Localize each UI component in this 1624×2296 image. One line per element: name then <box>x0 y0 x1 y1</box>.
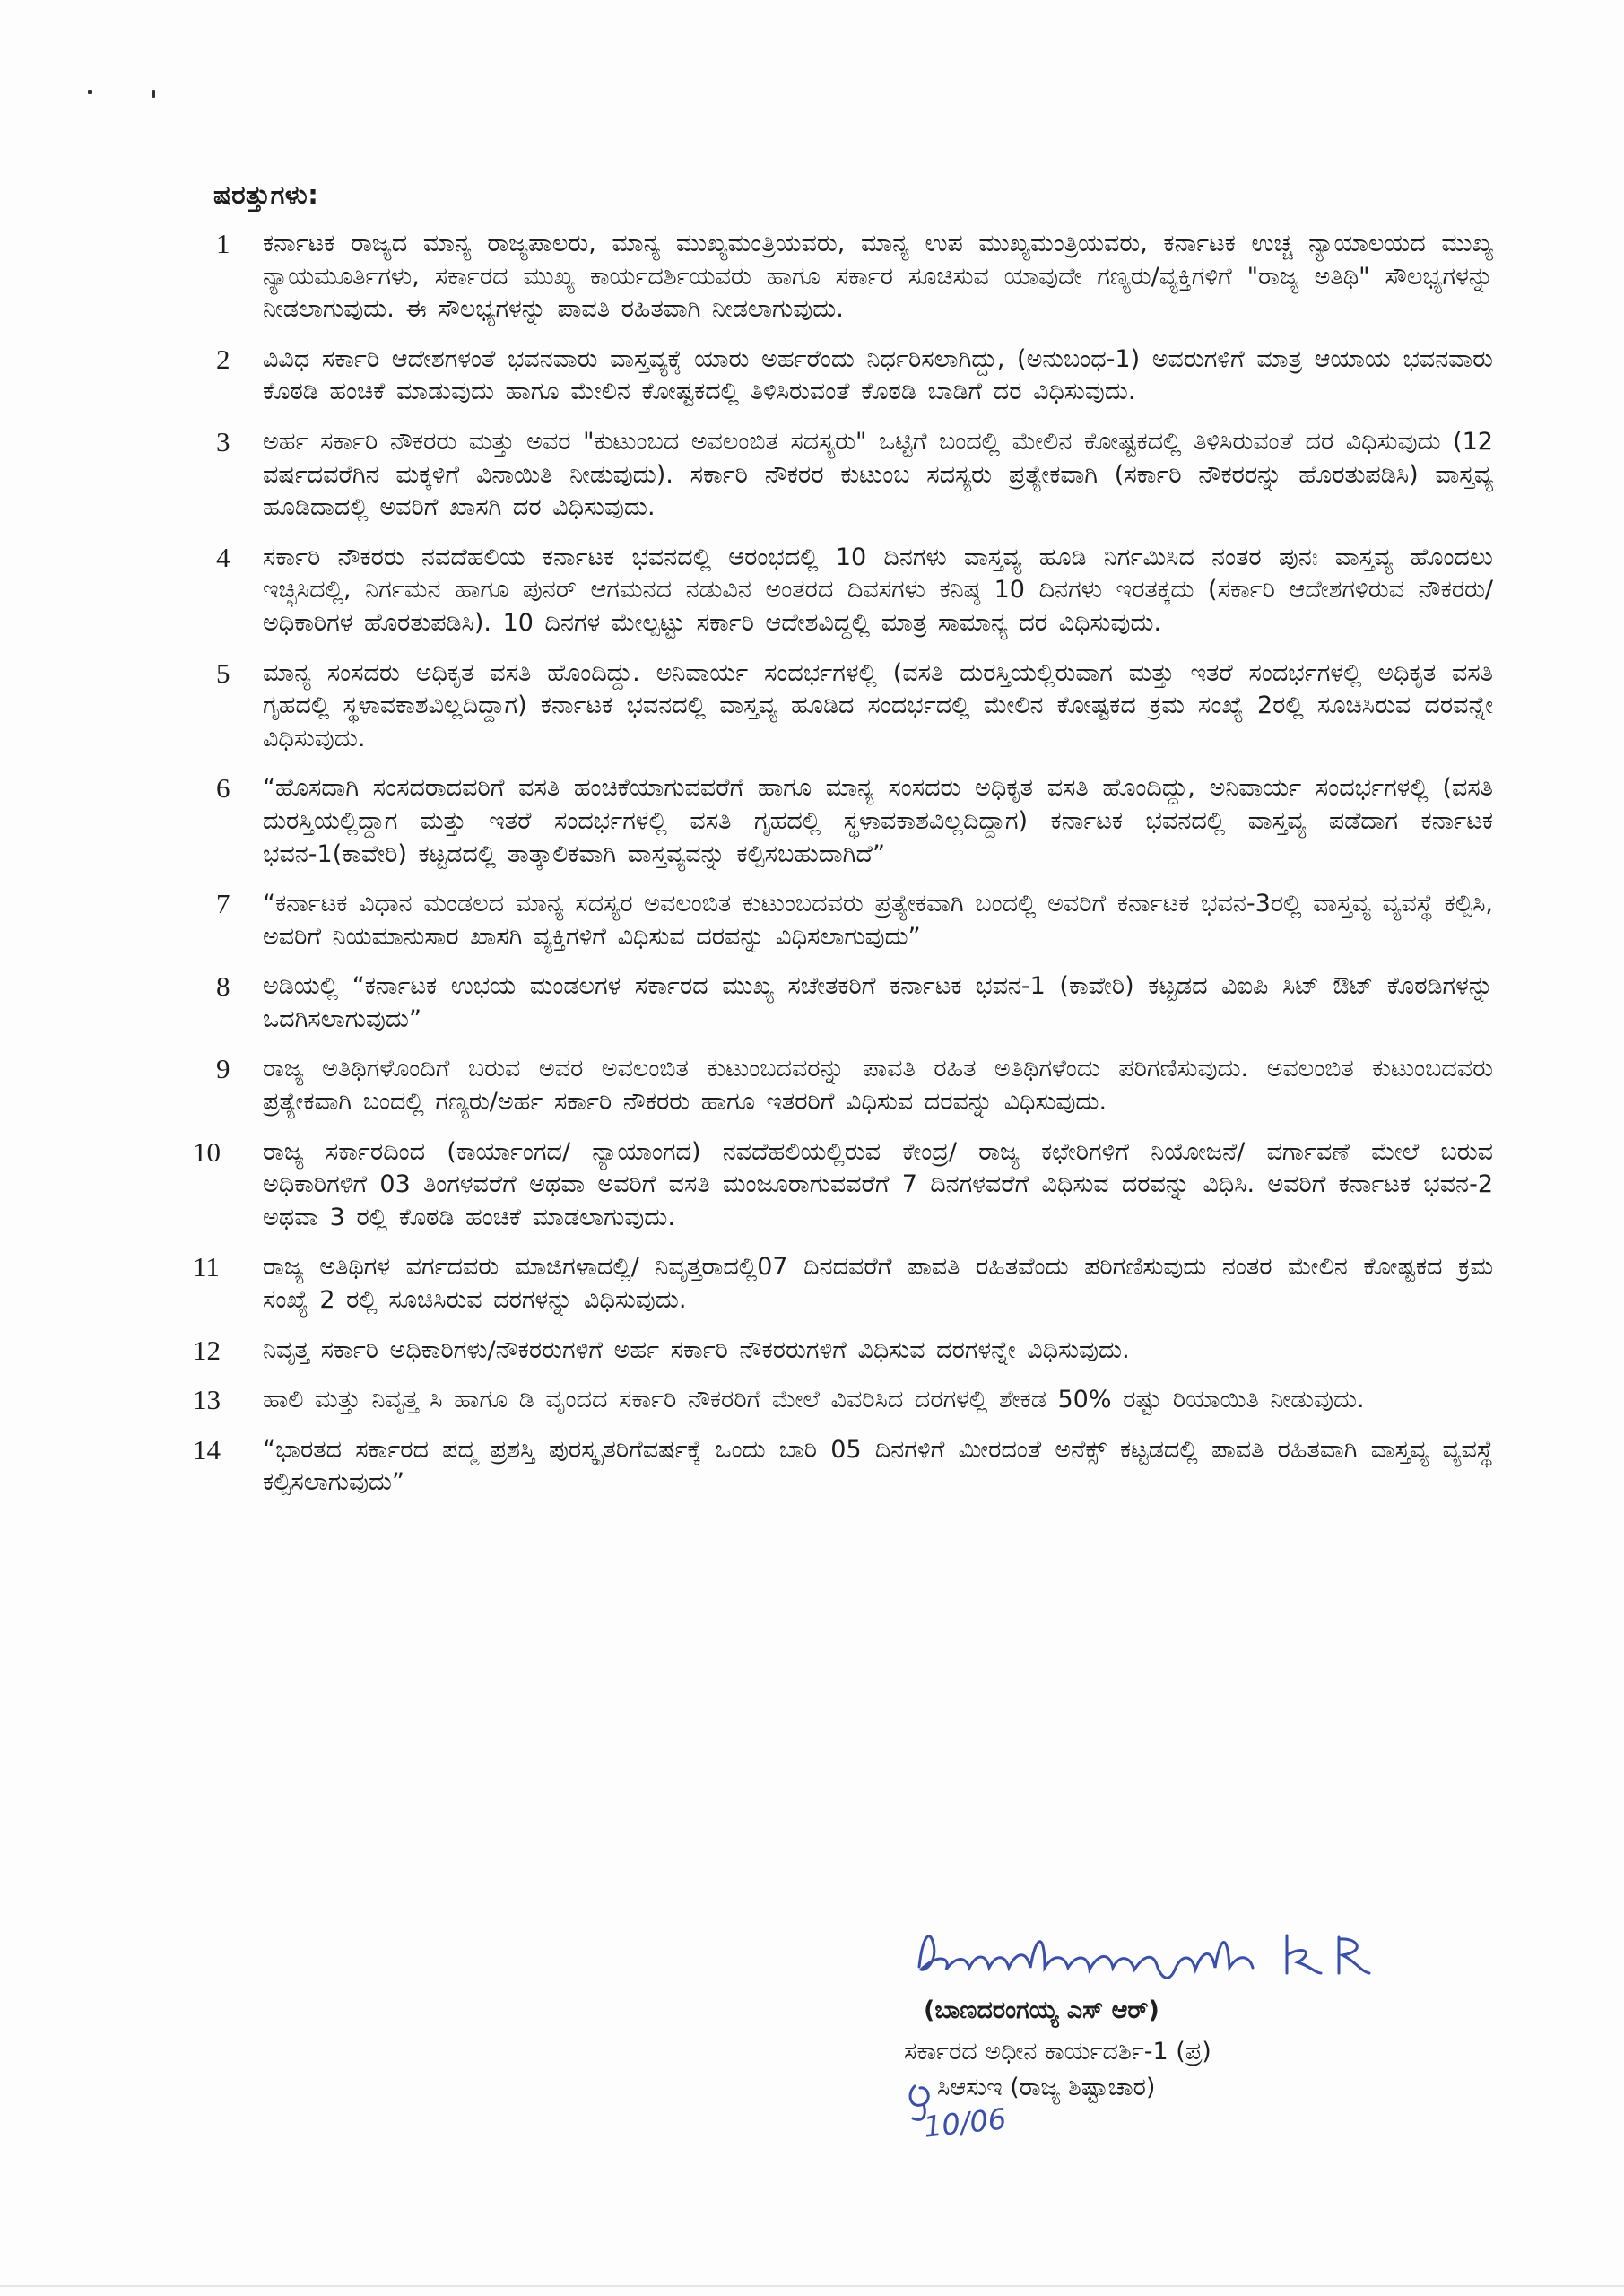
page-bottom-edge <box>0 2285 1624 2287</box>
condition-text: ಕರ್ನಾಟಕ ರಾಜ್ಯದ ಮಾನ್ಯ ರಾಜ್ಯಪಾಲರು, ಮಾನ್ಯ ಮುಖ್ಯಮಂತ್ರಿಯವರು, ಮಾನ್ಯ ಉಪ ಮುಖ್ಯಮಂತ್ರಿಯವರು, ಕರ್ನಾಟಕ ಉಚ್ಚ ನ್ಯಾಯಾಲಯದ ಮುಖ್ಯ ನ್ಯಾಯಮೂರ್ತಿಗಳು, ಸರ್ಕಾರದ ಮುಖ್ಯ ಕಾರ್ಯದರ್ಶಿಯವರು ಹಾಗೂ ಸರ್ಕಾರ ಸೂಚಿಸುವ ಯಾವುದೇ ಗಣ್ಯರು/ವ್ಯಕ್ತಿಗಳಿಗೆ "ರಾಜ್ಯ ಅತಿಥಿ" ಸೌಲಭ್ಯಗಳನ್ನು ನೀಡಲಾಗುವುದು. ಈ ಸೌಲಭ್ಯಗಳನ್ನು ಪಾವತಿ ರಹಿತವಾಗಿ ನೀಡಲಾಗುವುದು. <box>263 230 1493 324</box>
condition-item <box>193 1053 1493 1118</box>
condition-number: 4 <box>216 541 230 573</box>
condition-item <box>193 1251 1493 1317</box>
condition-item <box>193 888 1493 953</box>
condition-text: ಮಾನ್ಯ ಸಂಸದರು ಅಧಿಕೃತ ವಸತಿ ಹೊಂದಿದ್ದು. ಅನಿವಾರ್ಯ ಸಂದರ್ಭಗಳಲ್ಲಿ (ವಸತಿ ದುರಸ್ತಿಯಲ್ಲಿರುವಾಗ ಮತ್ತು ಇತರೆ ಸಂದರ್ಭಗಳಲ್ಲಿ ಅಧಿಕೃತ ವಸತಿ ಗೃಹದಲ್ಲಿ ಸ್ಥಳಾವಕಾಶವಿಲ್ಲದಿದ್ದಾಗ) ಕರ್ನಾಟಕ ಭವನದಲ್ಲಿ ವಾಸ್ತವ್ಯ ಹೂಡಿದ ಸಂದರ್ಭದಲ್ಲಿ ಮೇಲಿನ ಕೋಷ್ಟಕದ ಕ್ರಮ ಸಂಖ್ಯೆ 2ರಲ್ಲಿ ಸೂಚಿಸಿರುವ ದರವನ್ನೇ ವಿಧಿಸುವುದು. <box>263 658 1493 752</box>
conditions-heading: ಷರತ್ತುಗಳು: <box>213 179 319 210</box>
condition-item <box>193 542 1493 640</box>
signature-stroke <box>919 1936 1253 1979</box>
conditions-list <box>193 228 1493 1517</box>
condition-number: 11 <box>193 1251 220 1283</box>
signature-stroke <box>1287 1935 1369 1973</box>
condition-number: 5 <box>216 657 230 689</box>
condition-number: 3 <box>216 425 230 457</box>
condition-number: 12 <box>193 1334 221 1366</box>
condition-text: “ಭಾರತದ ಸರ್ಕಾರದ ಪದ್ಮ ಪ್ರಶಸ್ತಿ ಪುರಸ್ಕೃತರಿಗೆವರ್ಷಕ್ಕೆ ಒಂದು ಬಾರಿ 05 ದಿನಗಳಿಗೆ ಮೀರದಂತೆ ಅನೆಕ್ಸ್ ಕಟ್ಟಡದಲ್ಲಿ ಪಾವತಿ ರಹಿತವಾಗಿ ವಾಸ್ತವ್ಯ ವ್ಯವಸ್ಥೆ ಕಲ್ಪಿಸಲಾಗುವುದು” <box>263 1435 1493 1497</box>
condition-item <box>193 970 1493 1036</box>
signatory-designation: ಸರ್ಕಾರದ ಅಧೀನ ಕಾರ್ಯದರ್ಶಿ-1 (ಪ್ರ) <box>904 2038 1211 2066</box>
condition-item <box>193 772 1493 871</box>
condition-number: 9 <box>216 1053 230 1085</box>
condition-text: ಅಡಿಯಲ್ಲಿ “ಕರ್ನಾಟಕ ಉಭಯ ಮಂಡಲಗಳ ಸರ್ಕಾರದ ಮುಖ್ಯ ಸಚೇತಕರಿಗೆ ಕರ್ನಾಟಕ ಭವನ-1 (ಕಾವೇರಿ) ಕಟ್ಟಡದ ವಿಐಪಿ ಸಿಟ್ ಔಟ್ ಕೊಠಡಿಗಳನ್ನು ಒದಗಿಸಲಾಗುವುದು” <box>263 972 1493 1033</box>
condition-item <box>193 228 1493 326</box>
scan-mark <box>88 90 92 94</box>
condition-text: “ಹೊಸದಾಗಿ ಸಂಸದರಾದವರಿಗೆ ವಸತಿ ಹಂಚಿಕೆಯಾಗುವವರೆಗೆ ಹಾಗೂ ಮಾನ್ಯ ಸಂಸದರು ಅಧಿಕೃತ ವಸತಿ ಹೊಂದಿದ್ದು, ಅನಿವಾರ್ಯ ಸಂದರ್ಭಗಳಲ್ಲಿ (ವಸತಿ ದುರಸ್ತಿಯಲ್ಲಿದ್ದಾಗ ಮತ್ತು ಇತರೆ ಸಂದರ್ಭಗಳಲ್ಲಿ ವಸತಿ ಗೃಹದಲ್ಲಿ ಸ್ಥಳಾವಕಾಶವಿಲ್ಲದಿದ್ದಾಗ) ಕರ್ನಾಟಕ ಭವನದಲ್ಲಿ ವಾಸ್ತವ್ಯ ಪಡೆದಾಗ ಕರ್ನಾಟಕ ಭವನ-1(ಕಾವೇರಿ) ಕಟ್ಟಡದಲ್ಲಿ ತಾತ್ಕಾಲಿಕವಾಗಿ ವಾಸ್ತವ್ಯವನ್ನು ಕಲ್ಪಿಸಬಹುದಾಗಿದೆ” <box>263 774 1493 868</box>
condition-text: ಹಾಲಿ ಮತ್ತು ನಿವೃತ್ತ ಸಿ ಹಾಗೂ ಡಿ ವೃಂದದ ಸರ್ಕಾರಿ ನೌಕರರಿಗೆ ಮೇಲೆ ವಿವರಿಸಿದ ದರಗಳಲ್ಲಿ ಶೇಕಡ 50% ರಷ್ಟು ರಿಯಾಯಿತಿ ನೀಡುವುದು. <box>263 1386 1365 1414</box>
condition-text: ನಿವೃತ್ತ ಸರ್ಕಾರಿ ಅಧಿಕಾರಿಗಳು/ನೌಕರರುಗಳಿಗೆ ಅರ್ಹ ಸರ್ಕಾರಿ ನೌಕರರುಗಳಿಗೆ ವಿಧಿಸುವ ದರಗಳನ್ನೇ ವಿಧಿಸುವುದು. <box>263 1335 1130 1364</box>
condition-number: 7 <box>216 888 230 920</box>
condition-number: 14 <box>193 1433 221 1465</box>
signatory-name: (ಬಾಣದರಂಗಯ್ಯ ಎಸ್ ಆರ್) <box>924 1996 1159 2024</box>
condition-text: “ಕರ್ನಾಟಕ ವಿಧಾನ ಮಂಡಲದ ಮಾನ್ಯ ಸದಸ್ಯರ ಅವಲಂಬಿತ ಕುಟುಂಬದವರು ಪ್ರತ್ಯೇಕವಾಗಿ ಬಂದಲ್ಲಿ ಅವರಿಗೆ ಕರ್ನಾಟಕ ಭವನ-3ರಲ್ಲಿ ವಾಸ್ತವ್ಯ ವ್ಯವಸ್ಥೆ ಕಲ್ಪಿಸಿ, ಅವರಿಗೆ ನಿಯಮಾನುಸಾರ ಖಾಸಗಿ ವ್ಯಕ್ತಿಗಳಿಗೆ ವಿಧಿಸುವ ದರವನ್ನು ವಿಧಿಸಲಾಗುವುದು” <box>263 890 1493 951</box>
condition-number: 1 <box>216 228 230 259</box>
condition-item <box>193 1384 1493 1417</box>
condition-number: 2 <box>216 343 230 375</box>
condition-text: ಅರ್ಹ ಸರ್ಕಾರಿ ನೌಕರರು ಮತ್ತು ಅವರ "ಕುಟುಂಬದ ಅವಲಂಬಿತ ಸದಸ್ಯರು" ಒಟ್ಟಿಗೆ ಬಂದಲ್ಲಿ ಮೇಲಿನ ಕೋಷ್ಟಕದಲ್ಲಿ ತಿಳಿಸಿರುವಂತೆ ದರ ವಿಧಿಸುವುದು (12 ವರ್ಷದವರೆಗಿನ ಮಕ್ಕಳಿಗೆ ವಿನಾಯಿತಿ ನೀಡುವುದು). ಸರ್ಕಾರಿ ನೌಕರರ ಕುಟುಂಬ ಸದಸ್ಯರು ಪ್ರತ್ಯೇಕವಾಗಿ (ಸರ್ಕಾರಿ ನೌಕರರನ್ನು ಹೊರತುಪಡಿಸಿ) ವಾಸ್ತವ್ಯ ಹೂಡಿದಾದಲ್ಲಿ ಅವರಿಗೆ ಖಾಸಗಿ ದರ ವಿಧಿಸುವುದು. <box>263 427 1493 522</box>
condition-number: 8 <box>216 970 230 1003</box>
handwritten-signature <box>910 1918 1484 1989</box>
signatory-department: ಸಿಆಸುಇ (ರಾಜ್ಯ ಶಿಷ್ಟಾಚಾರ) <box>937 2074 1156 2101</box>
condition-item <box>193 1136 1493 1235</box>
condition-item <box>193 1335 1493 1368</box>
condition-text: ರಾಜ್ಯ ಸರ್ಕಾರದಿಂದ (ಕಾರ್ಯಾಂಗದ/ ನ್ಯಾಯಾಂಗದ) ನವದೆಹಲಿಯಲ್ಲಿರುವ ಕೇಂದ್ರ/ ರಾಜ್ಯ ಕಛೇರಿಗಳಿಗೆ ನಿಯೋಜನೆ/ ವರ್ಗಾವಣೆ ಮೇಲೆ ಬರುವ ಅಧಿಕಾರಿಗಳಿಗೆ 03 ತಿಂಗಳವರೆಗೆ ಅಥವಾ ಅವರಿಗೆ ವಸತಿ ಮಂಜೂರಾಗುವವರೆಗೆ 7 ದಿನಗಳವರೆಗೆ ವಿಧಿಸುವ ದರವನ್ನು ವಿಧಿಸಿ. ಅವರಿಗೆ ಕರ್ನಾಟಕ ಭವನ-2 ಅಥವಾ 3 ರಲ್ಲಿ ಕೊಠಡಿ ಹಂಚಿಕೆ ಮಾಡಲಾಗುವುದು. <box>263 1137 1493 1231</box>
condition-text: ರಾಜ್ಯ ಅತಿಥಿಗಳೊಂದಿಗೆ ಬರುವ ಅವರ ಅವಲಂಬಿತ ಕುಟುಂಬದವರನ್ನು ಪಾವತಿ ರಹಿತ ಅತಿಥಿಗಳೆಂದು ಪರಿಗಣಿಸುವುದು. ಅವಲಂಬಿತ ಕುಟುಂಬದವರು ಪ್ರತ್ಯೇಕವಾಗಿ ಬಂದಲ್ಲಿ ಗಣ್ಯರು/ಅರ್ಹ ಸರ್ಕಾರಿ ನೌಕರರು ಹಾಗೂ ಇತರರಿಗೆ ವಿಧಿಸುವ ದರವನ್ನು ವಿಧಿಸುವುದು. <box>263 1055 1493 1117</box>
condition-text: ವಿವಿಧ ಸರ್ಕಾರಿ ಆದೇಶಗಳಂತೆ ಭವನವಾರು ವಾಸ್ತವ್ಯಕ್ಕೆ ಯಾರು ಅರ್ಹರೆಂದು ನಿರ್ಧರಿಸಲಾಗಿದ್ದು, (ಅನುಬಂಧ-1) ಅವರುಗಳಿಗೆ ಮಾತ್ರ ಆಯಾಯ ಭವನವಾರು ಕೊಠಡಿ ಹಂಚಿಕೆ ಮಾಡುವುದು ಹಾಗೂ ಮೇಲಿನ ಕೋಷ್ಟಕದಲ್ಲಿ ತಿಳಿಸಿರುವಂತೆ ಕೊಠಡಿ ಬಾಡಿಗೆ ದರ ವಿಧಿಸುವುದು. <box>263 344 1493 406</box>
condition-item <box>193 426 1493 525</box>
condition-number: 6 <box>216 772 230 804</box>
condition-text: ರಾಜ್ಯ ಅತಿಥಿಗಳ ವರ್ಗದವರು ಮಾಜಿಗಳಾದಲ್ಲಿ/ ನಿವೃತ್ತರಾದಲ್ಲಿ07 ದಿನದವರೆಗೆ ಪಾವತಿ ರಹಿತವೆಂದು ಪರಿಗಣಿಸುವುದು ನಂತರ ಮೇಲಿನ ಕೋಷ್ಟಕದ ಕ್ರಮ ಸಂಖ್ಯೆ 2 ರಲ್ಲಿ ಸೂಚಿಸಿರುವ ದರಗಳನ್ನು ವಿಧಿಸುವುದು. <box>263 1253 1493 1315</box>
scan-mark <box>152 90 155 98</box>
condition-item <box>193 344 1493 409</box>
condition-text: ಸರ್ಕಾರಿ ನೌಕರರು ನವದೆಹಲಿಯ ಕರ್ನಾಟಕ ಭವನದಲ್ಲಿ ಆರಂಭದಲ್ಲಿ 10 ದಿನಗಳು ವಾಸ್ತವ್ಯ ಹೂಡಿ ನಿರ್ಗಮಿಸಿದ ನಂತರ ಪುನಃ ವಾಸ್ತವ್ಯ ಹೊಂದಲು ಇಚ್ಛಿಸಿದಲ್ಲಿ, ನಿರ್ಗಮನ ಹಾಗೂ ಪುನರ್ ಆಗಮನದ ನಡುವಿನ ಅಂತರದ ದಿವಸಗಳು ಕನಿಷ್ಠ 10 ದಿನಗಳು ಇರತಕ್ಕದು (ಸರ್ಕಾರಿ ಆದೇಶಗಳಿರುವ ನೌಕರರು/ಅಧಿಕಾರಿಗಳ ಹೊರತುಪಡಿಸಿ). 10 ದಿನಗಳ ಮೇಲ್ಪಟ್ಟು ಸರ್ಕಾರಿ ಆದೇಶವಿದ್ದಲ್ಲಿ ಮಾತ್ರ ಸಾಮಾನ್ಯ ದರ ವಿಧಿಸುವುದು. <box>263 543 1493 637</box>
condition-item <box>193 657 1493 756</box>
condition-number: 13 <box>193 1384 221 1416</box>
condition-item <box>193 1434 1493 1500</box>
handwritten-date: 10/06 <box>922 2101 1008 2144</box>
condition-number: 10 <box>193 1135 221 1168</box>
